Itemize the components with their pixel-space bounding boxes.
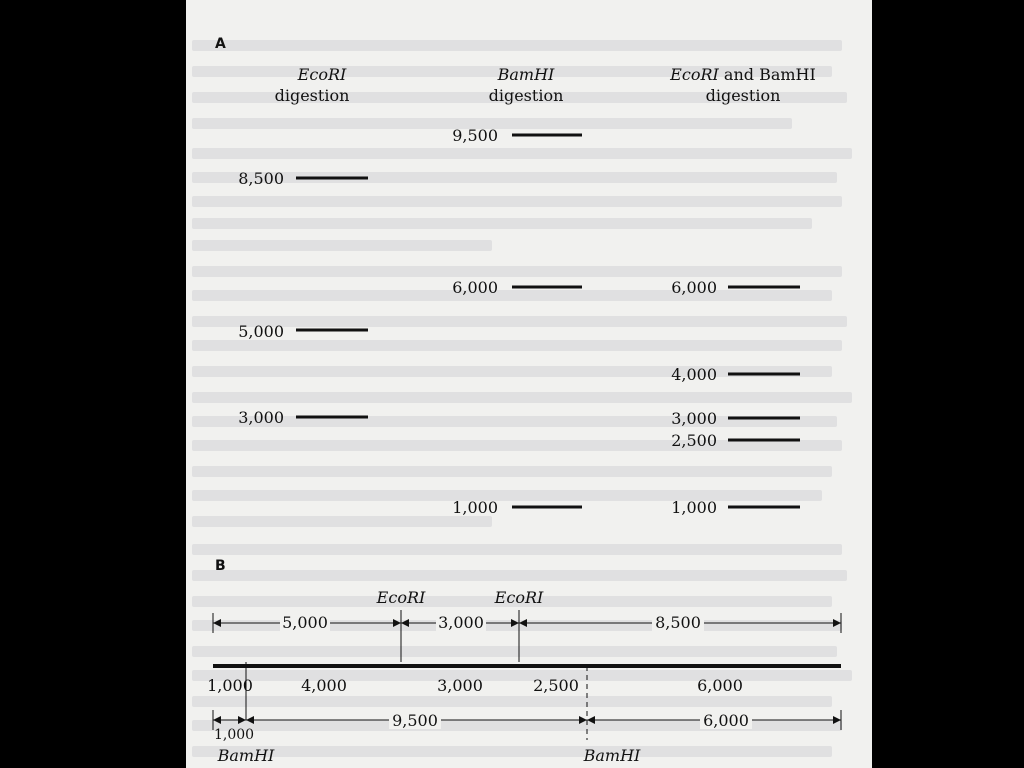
band-label: 9,500 xyxy=(452,126,498,145)
fragment-label: 9,500 xyxy=(392,711,438,730)
restriction-map-figure xyxy=(186,0,872,768)
fragment-label: 2,500 xyxy=(533,676,579,695)
bamhi-site-label: BamHI xyxy=(217,746,275,765)
band-label: 8,500 xyxy=(238,169,284,188)
fragment-label: 1,000 xyxy=(207,676,253,695)
band-label: 2,500 xyxy=(671,431,717,450)
band-label: 3,000 xyxy=(238,408,284,427)
fragment-label: 6,000 xyxy=(697,676,743,695)
fragment-label: 3,000 xyxy=(438,613,484,632)
panel-b-label: B xyxy=(215,558,226,574)
bamhi-site-label: BamHI xyxy=(583,746,641,765)
col1-title-line2: digestion xyxy=(274,86,350,105)
band-label: 1,000 xyxy=(671,498,717,517)
band-label: 1,000 xyxy=(452,498,498,517)
fragment-label: 6,000 xyxy=(703,711,749,730)
col2-title-line2: digestion xyxy=(488,86,564,105)
textbook-page xyxy=(186,0,872,768)
band-label: 4,000 xyxy=(671,365,717,384)
fragment-label: 3,000 xyxy=(437,676,483,695)
fragment-label: 4,000 xyxy=(301,676,347,695)
panel-a-label: A xyxy=(215,36,226,52)
band-label: 5,000 xyxy=(238,322,284,341)
col3-title-line2: digestion xyxy=(705,86,781,105)
col1-title: EcoRI xyxy=(297,65,347,84)
band-label: 3,000 xyxy=(671,409,717,428)
fragment-label: 5,000 xyxy=(282,613,328,632)
col3-title: EcoRI and BamHI xyxy=(670,65,816,84)
band-label: 6,000 xyxy=(671,278,717,297)
band-label: 6,000 xyxy=(452,278,498,297)
ecori-site-label: EcoRI xyxy=(494,588,544,607)
fragment-label: 1,000 xyxy=(214,727,255,743)
ecori-site-label: EcoRI xyxy=(376,588,426,607)
col2-title: BamHI xyxy=(497,65,555,84)
fragment-label: 8,500 xyxy=(655,613,701,632)
